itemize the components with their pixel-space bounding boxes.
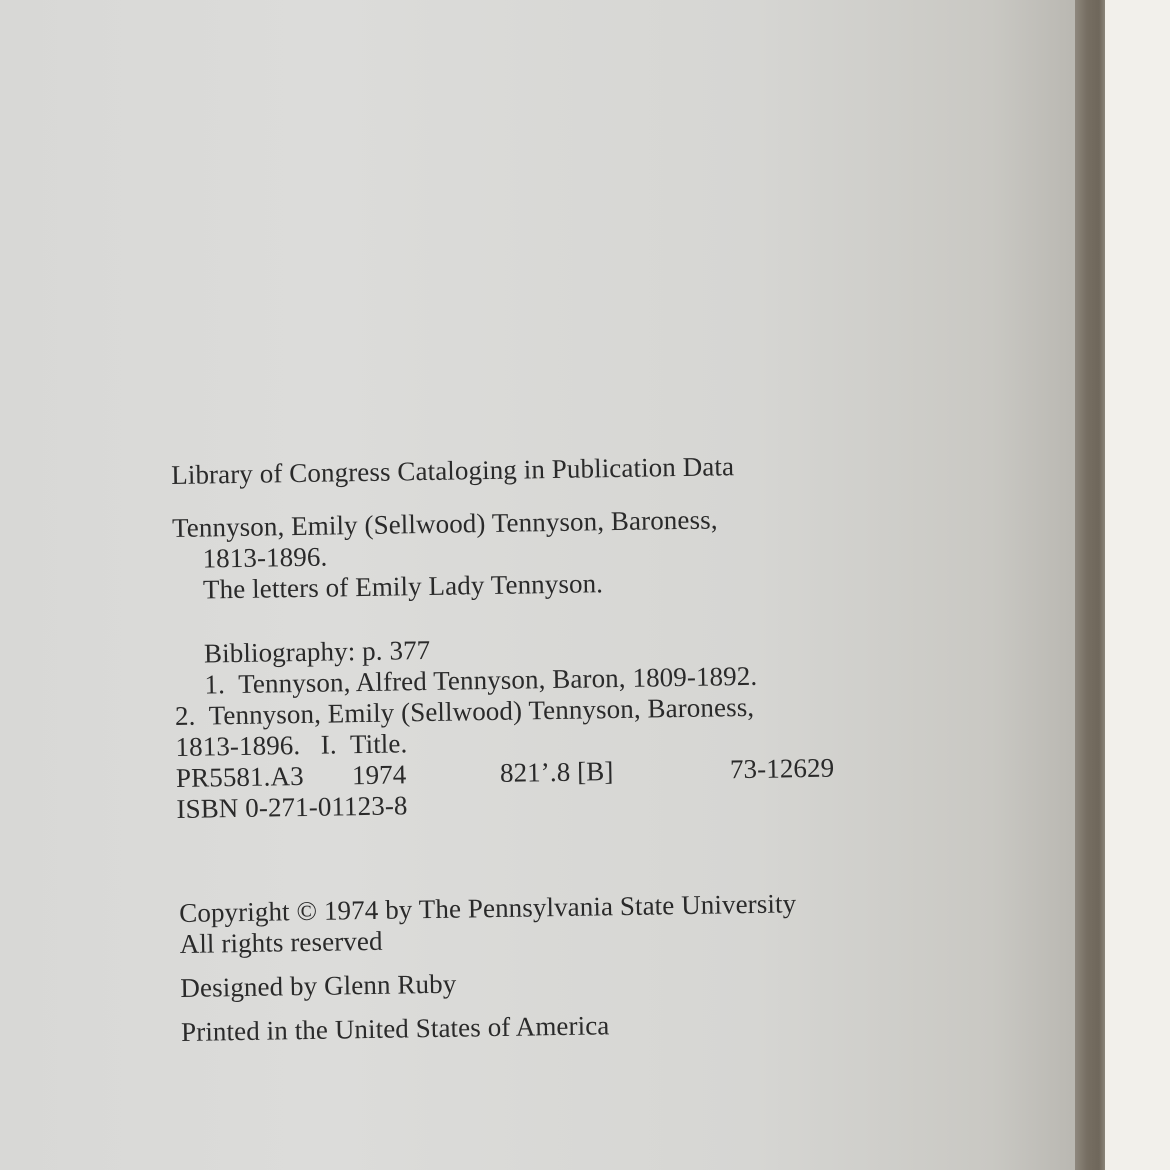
rights-notice: All rights reserved xyxy=(179,925,383,959)
book-title: The letters of Emily Lady Tennyson. xyxy=(202,568,604,605)
cip-heading: Library of Congress Cataloging in Publication Data xyxy=(171,451,735,490)
printing-location: Printed in the United States of America xyxy=(180,1010,610,1047)
cip-data-block xyxy=(171,450,835,825)
subject-entry-2: 2. Tennyson, Emily (Sellwood) Tennyson, Baroness, xyxy=(174,691,755,731)
dewey-number: 821’.8 [B] xyxy=(499,756,614,788)
main-entry-dates: 1813-1896. xyxy=(202,541,328,574)
background-surface xyxy=(1105,0,1170,1170)
colophon-block xyxy=(179,888,798,1048)
subject-entry-2-continued: 1813-1896. I. Title. xyxy=(175,728,408,762)
isbn: ISBN 0-271-01123-8 xyxy=(176,790,408,824)
page-edge-shadow xyxy=(1075,0,1105,1170)
publication-year: 1974 xyxy=(351,759,407,791)
main-entry: Tennyson, Emily (Sellwood) Tennyson, Baroness, xyxy=(171,504,718,543)
designer-credit: Designed by Glenn Ruby xyxy=(180,968,457,1003)
bibliography-note: Bibliography: p. 377 xyxy=(203,634,431,669)
copyright-notice: Copyright © 1974 by The Pennsylvania State University xyxy=(179,888,797,928)
call-number: PR5581.A3 xyxy=(175,760,304,793)
subject-entry-1: 1. Tennyson, Alfred Tennyson, Baron, 1809-1892. xyxy=(204,660,758,700)
lccn: 73-12629 xyxy=(729,752,835,785)
